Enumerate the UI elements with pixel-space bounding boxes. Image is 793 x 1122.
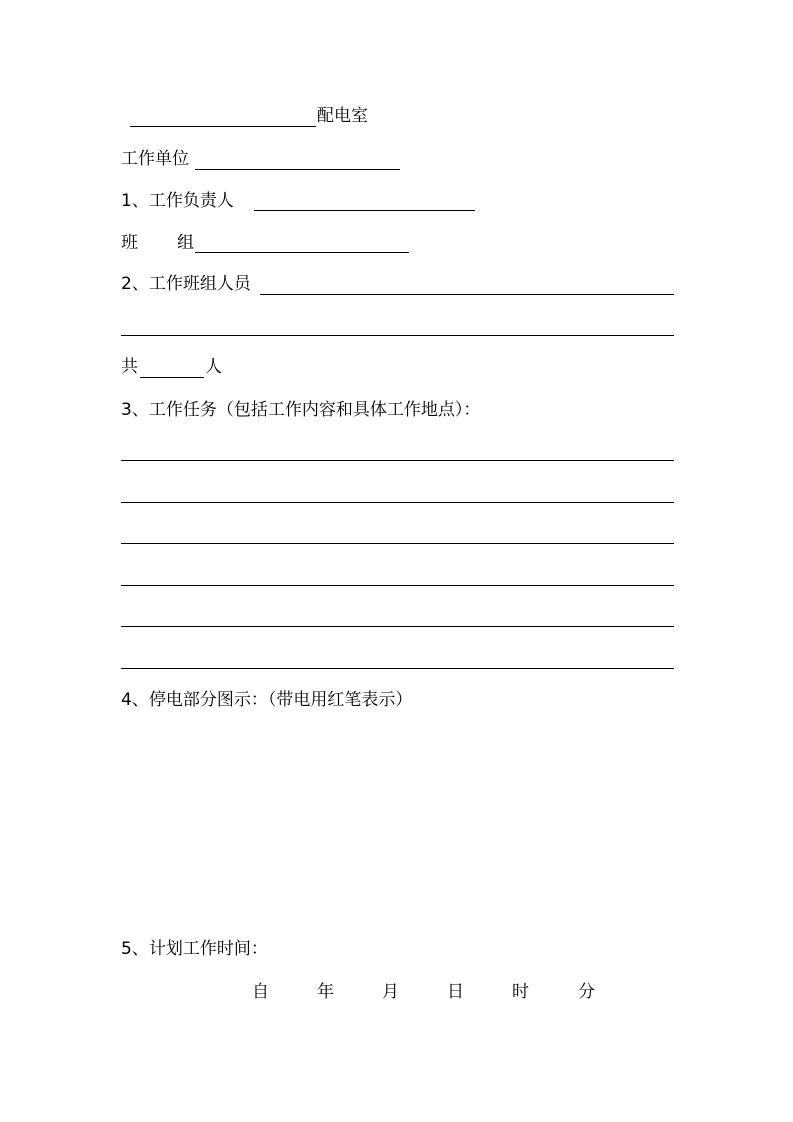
item2-label: 2、工作班组人员 xyxy=(121,274,251,294)
team-label-a: 班 xyxy=(121,233,138,253)
item1-label: 1、工作负责人 xyxy=(121,191,234,211)
task-line[interactable] xyxy=(121,460,674,461)
time-unit-day: 日 xyxy=(447,982,464,1002)
item3-label: 3、工作任务（包括工作内容和具体工作地点）： xyxy=(121,400,481,420)
room-name-blank[interactable] xyxy=(130,126,316,127)
task-line[interactable] xyxy=(121,626,674,627)
task-line[interactable] xyxy=(121,543,674,544)
time-unit-month: 月 xyxy=(382,982,399,1002)
task-line[interactable] xyxy=(121,585,674,586)
time-unit-hour: 时 xyxy=(512,982,529,1002)
work-leader-blank[interactable] xyxy=(254,210,475,211)
team-members-blank[interactable] xyxy=(260,294,674,295)
work-unit-blank[interactable] xyxy=(195,169,400,170)
total-suffix: 人 xyxy=(205,357,222,377)
room-suffix: 配电室 xyxy=(317,106,368,126)
time-unit-minute: 分 xyxy=(578,982,595,1002)
time-unit-from: 自 xyxy=(252,982,269,1002)
total-count-blank[interactable] xyxy=(140,377,204,378)
team-blank[interactable] xyxy=(195,252,409,253)
item4-label: 4、停电部分图示：（带电用红笔表示） xyxy=(121,690,413,710)
diagram-area[interactable] xyxy=(121,720,674,920)
time-unit-year: 年 xyxy=(317,982,334,1002)
team-members-blank-line[interactable] xyxy=(121,335,674,336)
task-line[interactable] xyxy=(121,502,674,503)
team-label-b: 组 xyxy=(177,233,194,253)
work-unit-label: 工作单位 xyxy=(121,149,189,169)
total-prefix: 共 xyxy=(121,357,138,377)
task-line[interactable] xyxy=(121,668,674,669)
item5-label: 5、计划工作时间： xyxy=(121,939,268,959)
